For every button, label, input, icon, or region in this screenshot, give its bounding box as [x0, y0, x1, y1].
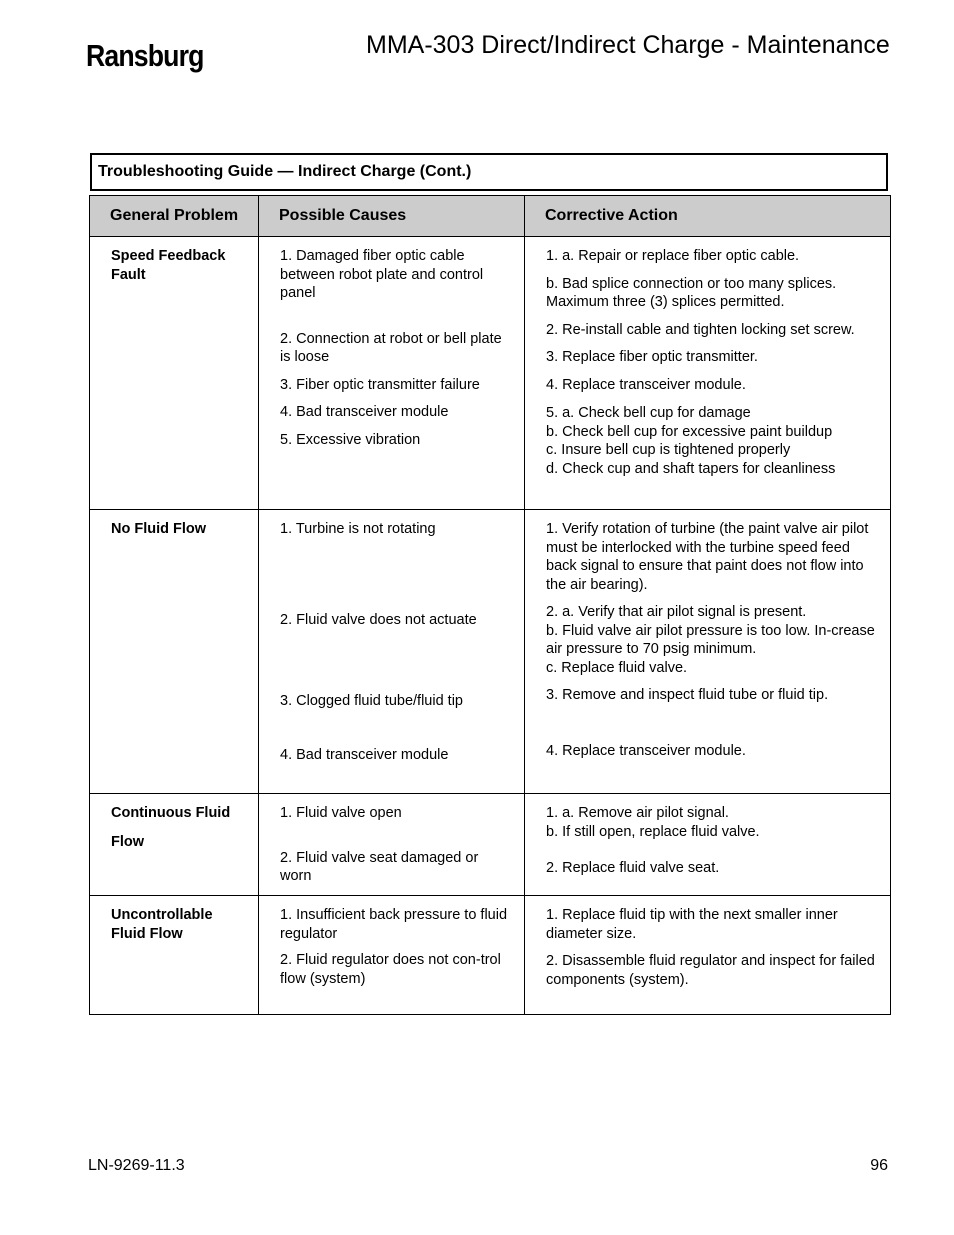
- action-item: d. Check cup and shaft tapers for cleanliness: [546, 460, 836, 477]
- action-item: b. Check bell cup for excessive paint buildup: [546, 423, 833, 440]
- action-cell: [525, 896, 891, 1015]
- action-item: b. Fluid valve air pilot pressure is too low. In-crease air pressure to 70 psig minimum.: [546, 622, 875, 657]
- table-row: [90, 237, 891, 510]
- cause-item: 4. Bad transceiver module: [280, 746, 449, 763]
- action-item: 2. Replace fluid valve seat.: [546, 860, 720, 876]
- cause-item: 2. Connection at robot or bell plate is loose: [280, 330, 502, 365]
- page-title: MMA-303 Direct/Indirect Charge - Maintenance: [366, 31, 890, 59]
- action-item: b. Bad splice connection or too many splices. Maximum three (3) splices permitted.: [546, 275, 837, 310]
- causes-cell: [259, 794, 525, 896]
- cause-item: 1. Insufficient back pressure to fluid regulator: [280, 907, 508, 942]
- problem-cell: [90, 896, 259, 1015]
- guide-title: Troubleshooting Guide — Indirect Charge (Cont.): [98, 163, 472, 180]
- action-item: 3. Remove and inspect fluid tube or fluid tip.: [546, 687, 829, 703]
- causes-cell: [259, 896, 525, 1015]
- causes-cell: [259, 510, 525, 794]
- action-item: c. Insure bell cup is tightened properly: [546, 442, 791, 458]
- troubleshooting-table: [89, 195, 891, 1015]
- problem-cell: [90, 237, 259, 510]
- action-item: c. Replace fluid valve.: [546, 659, 688, 676]
- problem-cell: [90, 794, 259, 896]
- action-item: 5. a. Check bell cup for damage: [546, 405, 751, 421]
- cause-item: 1. Turbine is not rotating: [280, 521, 436, 537]
- page-number: 96: [870, 1157, 888, 1174]
- problem-label: No Fluid Flow: [111, 521, 207, 537]
- column-header-causes: Possible Causes: [259, 196, 525, 237]
- causes-cell: [259, 237, 525, 510]
- problem-cell: [90, 510, 259, 794]
- cause-item: 1. Fluid valve open: [280, 805, 402, 821]
- table-header-row: [90, 196, 891, 237]
- cause-item: 3. Fiber optic transmitter failure: [280, 376, 480, 393]
- action-item: 2. a. Verify that air pilot signal is present.: [546, 604, 807, 620]
- problem-label-line1: Continuous Fluid: [111, 805, 231, 821]
- action-item: 1. a. Remove air pilot signal.: [546, 805, 729, 821]
- column-header-action: Corrective Action: [525, 196, 891, 237]
- action-item: 1. Verify rotation of turbine (the paint valve air pilot must be interlocked with the turbine speed feed back signal to ensure that paint does not flow into the air bearing).: [546, 521, 869, 593]
- action-item: 1. Replace fluid tip with the next smaller inner diameter size.: [546, 907, 838, 942]
- action-item: 3. Replace fiber optic transmitter.: [546, 349, 758, 365]
- cause-item: 2. Fluid regulator does not con-trol flow (system): [280, 952, 501, 987]
- table-row: [90, 896, 891, 1015]
- action-item: 2. Re-install cable and tighten locking set screw.: [546, 321, 855, 338]
- problem-label: Uncontrollable Fluid Flow: [111, 907, 213, 942]
- problem-label-line2: Flow: [111, 833, 145, 850]
- column-header-problem: General Problem: [90, 196, 259, 237]
- guide-title-box: [90, 153, 888, 191]
- cause-item: 1. Damaged fiber optic cable between robot plate and control panel: [280, 248, 484, 301]
- action-item: 4. Replace transceiver module.: [546, 742, 746, 759]
- problem-label: Speed Feedback Fault: [111, 248, 226, 283]
- action-item: 1. a. Repair or replace fiber optic cable.: [546, 248, 800, 264]
- action-item: 4. Replace transceiver module.: [546, 376, 746, 393]
- cause-item: 3. Clogged fluid tube/fluid tip: [280, 693, 463, 709]
- cause-item: 2. Fluid valve does not actuate: [280, 611, 477, 628]
- table-row: [90, 794, 891, 896]
- cause-item: 5. Excessive vibration: [280, 431, 421, 448]
- cause-item: 2. Fluid valve seat damaged or worn: [280, 849, 479, 884]
- cause-item: 4. Bad transceiver module: [280, 404, 449, 420]
- action-cell: [525, 794, 891, 896]
- table-row: [90, 510, 891, 794]
- action-cell: [525, 510, 891, 794]
- action-item: b. If still open, replace fluid valve.: [546, 823, 760, 840]
- document-number: LN-9269-11.3: [88, 1157, 185, 1174]
- action-item: 2. Disassemble fluid regulator and inspect for failed components (system).: [546, 953, 875, 988]
- action-cell: [525, 237, 891, 510]
- brand-logo: Ransburg: [86, 38, 204, 73]
